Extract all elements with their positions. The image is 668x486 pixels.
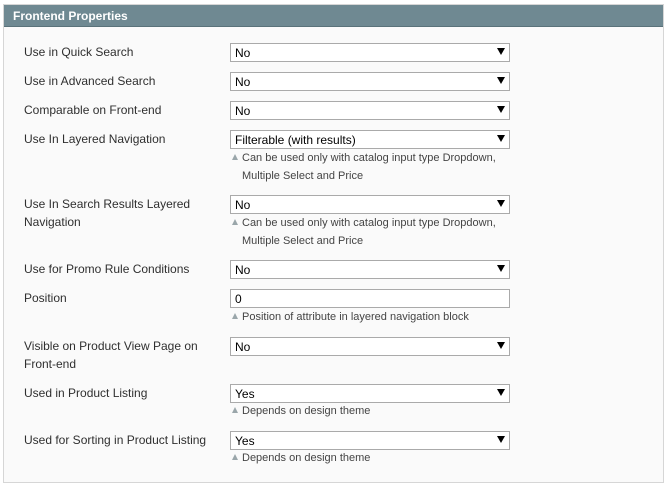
search-layered-nav-select[interactable] (230, 195, 510, 214)
visible-product-view-value: No (235, 340, 251, 354)
position-label: Position (24, 291, 67, 305)
position-value: 0 (235, 292, 242, 306)
visible-product-view-label (24, 337, 214, 373)
position-input[interactable] (230, 289, 510, 308)
search-layered-nav-note-line1: Can be used only with catalog input type Dropdown, (242, 217, 496, 229)
promo-rule-value: No (235, 263, 251, 277)
layered-nav-note-line1: Can be used only with catalog input type Dropdown, (242, 152, 496, 164)
search-layered-nav-note-line2: Multiple Select and Price (242, 235, 364, 247)
note-triangle-icon (232, 313, 238, 319)
search-layered-nav-label (24, 195, 214, 231)
promo-rule-select[interactable] (230, 260, 510, 279)
dropdown-arrow-icon (497, 342, 505, 349)
dropdown-arrow-icon (497, 436, 505, 443)
product-listing-note-text: Depends on design theme (242, 405, 371, 417)
advanced-search-label: Use in Advanced Search (24, 74, 156, 88)
search-layered-nav-label-line1: Use In Search Results Layered (24, 197, 191, 211)
dropdown-arrow-icon (497, 265, 505, 272)
position-note (230, 308, 530, 326)
product-listing-label: Used in Product Listing (24, 386, 148, 400)
panel-title: Frontend Properties (13, 9, 128, 23)
sorting-note (230, 449, 530, 467)
note-triangle-icon (232, 407, 238, 413)
layered-nav-note (230, 149, 530, 185)
note-triangle-icon (232, 219, 238, 225)
frontend-properties-panel (3, 4, 664, 483)
dropdown-arrow-icon (497, 106, 505, 113)
search-layered-nav-note (230, 214, 530, 250)
comparable-select[interactable] (230, 101, 510, 120)
visible-product-view-label-line2: Front-end (24, 357, 77, 371)
dropdown-arrow-icon (497, 389, 505, 396)
comparable-value: No (235, 104, 251, 118)
comparable-label: Comparable on Front-end (24, 103, 162, 117)
search-layered-nav-value: No (235, 198, 251, 212)
position-note-text: Position of attribute in layered navigation block (242, 311, 469, 323)
sorting-label: Used for Sorting in Product Listing (24, 433, 207, 447)
quick-search-value: No (235, 46, 251, 60)
dropdown-arrow-icon (497, 135, 505, 142)
layered-nav-note-line2: Multiple Select and Price (242, 170, 364, 182)
promo-rule-label: Use for Promo Rule Conditions (24, 262, 190, 276)
product-listing-value: Yes (235, 387, 255, 401)
panel-header[interactable] (4, 5, 663, 27)
product-listing-note (230, 402, 530, 420)
visible-product-view-label-line1: Visible on Product View Page on (24, 339, 198, 353)
layered-nav-select[interactable] (230, 130, 510, 149)
search-layered-nav-label-line2: Navigation (24, 215, 81, 229)
sorting-select[interactable] (230, 431, 510, 450)
visible-product-view-select[interactable] (230, 337, 510, 356)
dropdown-arrow-icon (497, 48, 505, 55)
advanced-search-value: No (235, 75, 251, 89)
layered-nav-value: Filterable (with results) (235, 133, 356, 147)
quick-search-select[interactable] (230, 43, 510, 62)
quick-search-label: Use in Quick Search (24, 45, 134, 59)
product-listing-select[interactable] (230, 384, 510, 403)
dropdown-arrow-icon (497, 200, 505, 207)
dropdown-arrow-icon (497, 77, 505, 84)
note-triangle-icon (232, 454, 238, 460)
note-triangle-icon (232, 154, 238, 160)
sorting-value: Yes (235, 434, 255, 448)
advanced-search-select[interactable] (230, 72, 510, 91)
layered-nav-label: Use In Layered Navigation (24, 132, 166, 146)
sorting-note-text: Depends on design theme (242, 452, 371, 464)
